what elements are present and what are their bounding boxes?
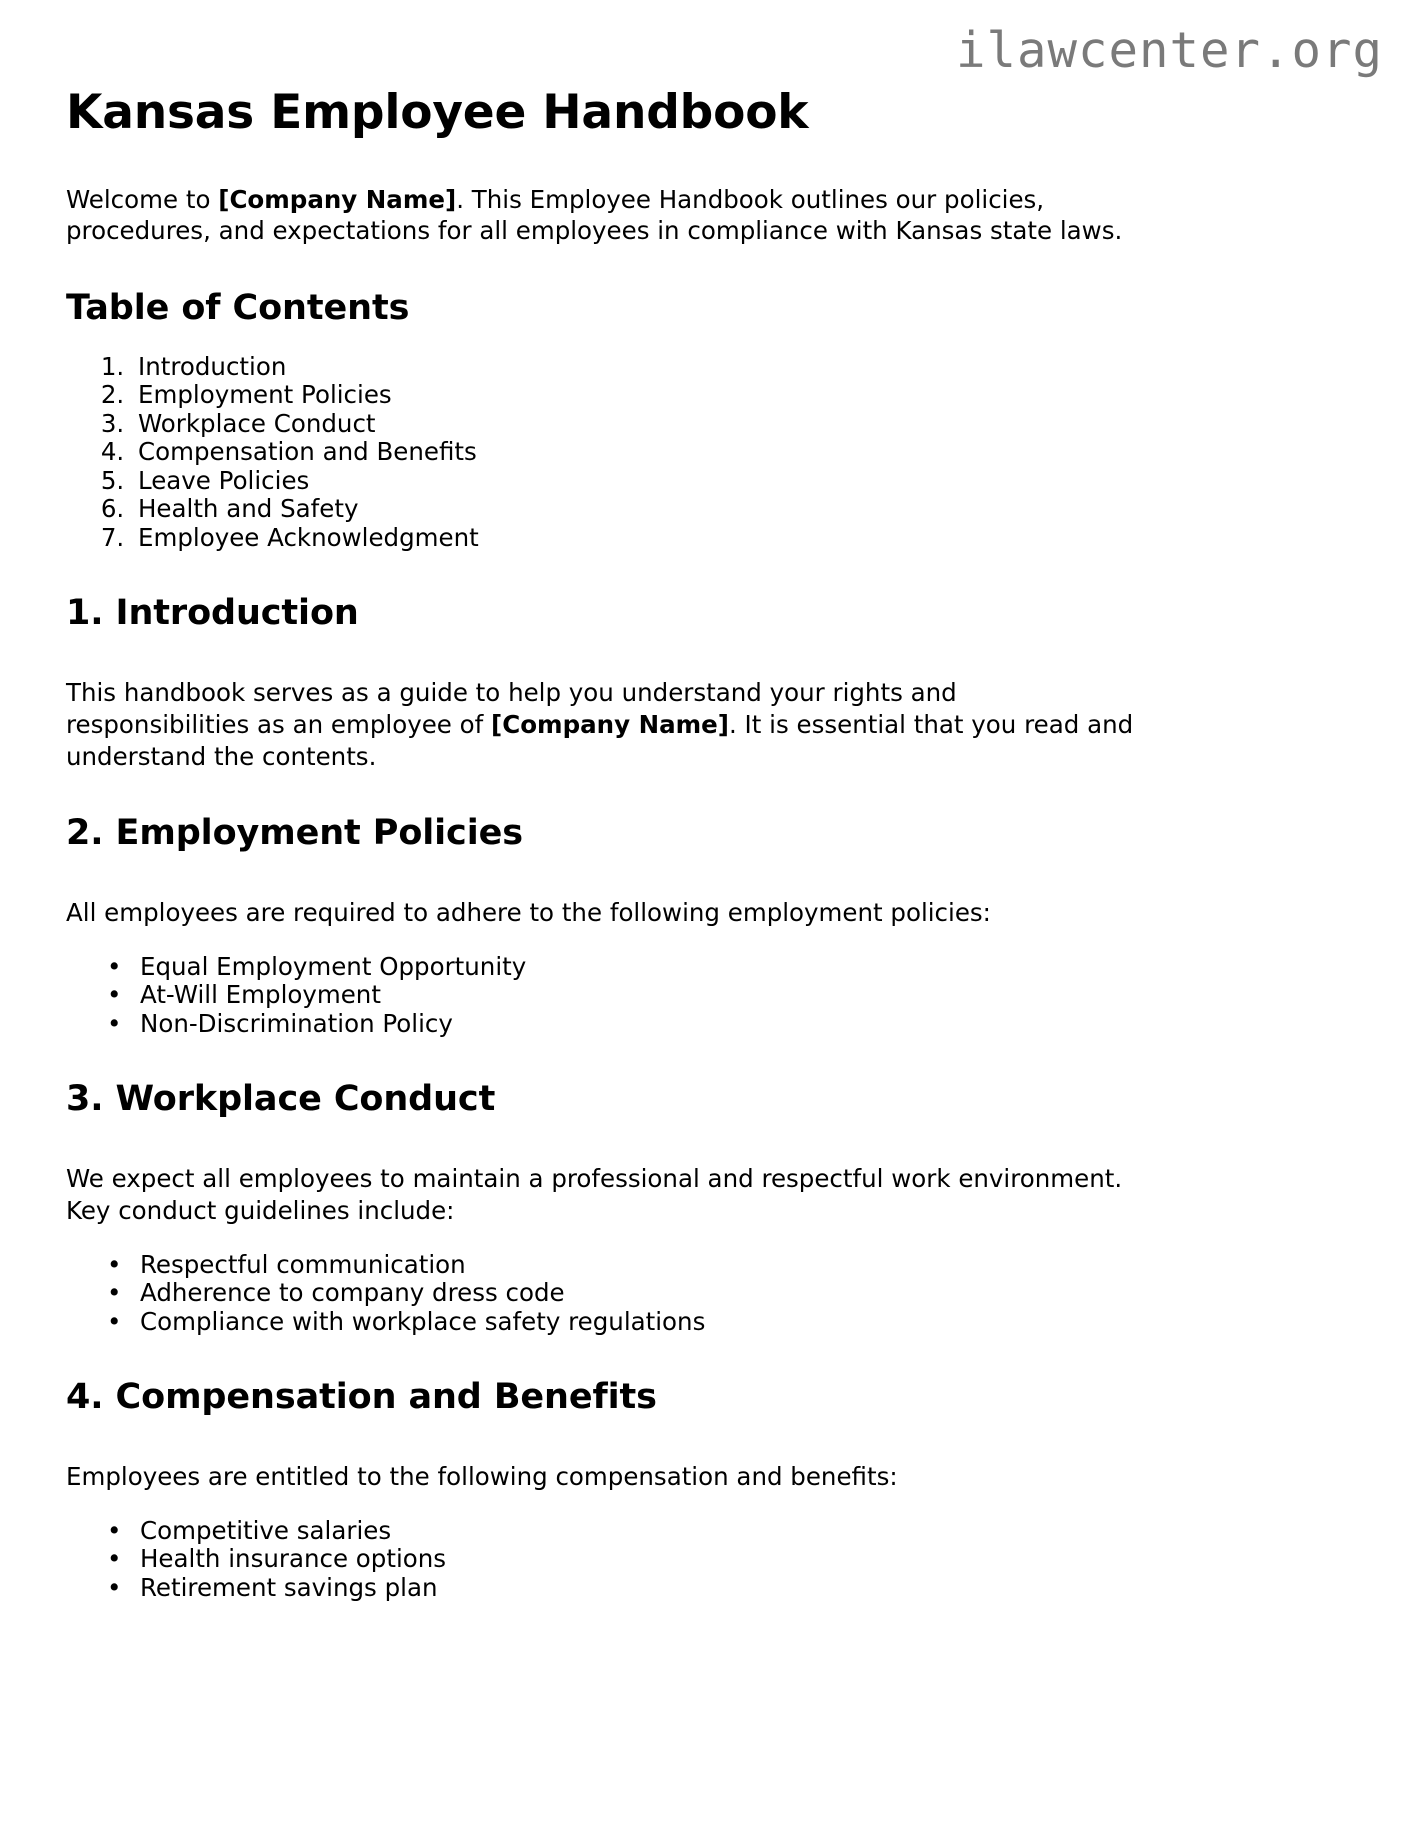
toc-item-3[interactable]: 3. Workplace Conduct: [132, 410, 1186, 439]
list-item: • Respectful communication: [134, 1251, 1186, 1280]
list-item: • Compliance with workplace safety regulations: [134, 1308, 1186, 1337]
intro-lead: Welcome to: [66, 184, 219, 214]
section-paragraph-introduction: [66, 634, 1146, 772]
page-title: Kansas Employee Handbook: [66, 85, 809, 140]
toc-item-4[interactable]: 4. Compensation and Benefits: [132, 438, 1186, 467]
list-item: • Adherence to company dress code: [134, 1279, 1186, 1308]
list-item: • At-Will Employment: [134, 981, 1186, 1010]
list-item: • Equal Employment Opportunity: [134, 953, 1186, 982]
list-item: • Non-Discrimination Policy: [134, 1010, 1186, 1039]
list-item: • Competitive salaries: [134, 1517, 1186, 1546]
employment-policies-list: [66, 929, 1186, 1039]
section-heading-compensation-and-benefits: 4. Compensation and Benefits: [66, 1377, 657, 1418]
section1-lead: This handbook serves as a guide to help you understand your rights and responsibilities as an employee of: [66, 678, 957, 740]
document-content: [66, 0, 1186, 1602]
toc-item-2[interactable]: 2. Employment Policies: [132, 381, 1186, 410]
section1-rest: . It is essential that you read and understand the contents.: [66, 710, 1134, 771]
section-paragraph-compensation-and-benefits: Employees are entitled to the following compensation and benefits:: [66, 1462, 898, 1492]
section-heading-workplace-conduct: 3. Workplace Conduct: [66, 1079, 496, 1120]
toc-item-6[interactable]: 6. Health and Safety: [132, 495, 1186, 524]
toc-item-7[interactable]: 7. Employee Acknowledgment: [132, 524, 1186, 553]
company-name-placeholder: [Company Name]: [218, 184, 457, 214]
list-item: • Health insurance options: [134, 1545, 1186, 1574]
section-paragraph-workplace-conduct: We expect all employees to maintain a professional and respectful work environment. Key conduct guidelines include:: [66, 1164, 1123, 1225]
section-heading-employment-policies: 2. Employment Policies: [66, 813, 523, 854]
toc-item-1[interactable]: 1. Introduction: [132, 353, 1186, 382]
company-name-placeholder: [Company Name]: [491, 710, 729, 740]
table-of-contents-heading: Table of Contents: [66, 287, 410, 328]
list-item: • Retirement savings plan: [134, 1574, 1186, 1603]
workplace-conduct-list: [66, 1227, 1186, 1337]
intro-rest: . This Employee Handbook outlines our policies, procedures, and expectations for all employees in compliance with Kansas state laws.: [66, 184, 1123, 246]
table-of-contents-list: [66, 329, 1186, 553]
section-heading-introduction: 1. Introduction: [66, 593, 359, 634]
toc-item-5[interactable]: 5. Leave Policies: [132, 467, 1186, 496]
section-paragraph-employment-policies: All employees are required to adhere to the following employment policies:: [66, 898, 991, 928]
intro-paragraph: [66, 141, 1146, 247]
compensation-benefits-list: [66, 1493, 1186, 1603]
site-watermark: ilawcenter.org: [955, 22, 1383, 79]
